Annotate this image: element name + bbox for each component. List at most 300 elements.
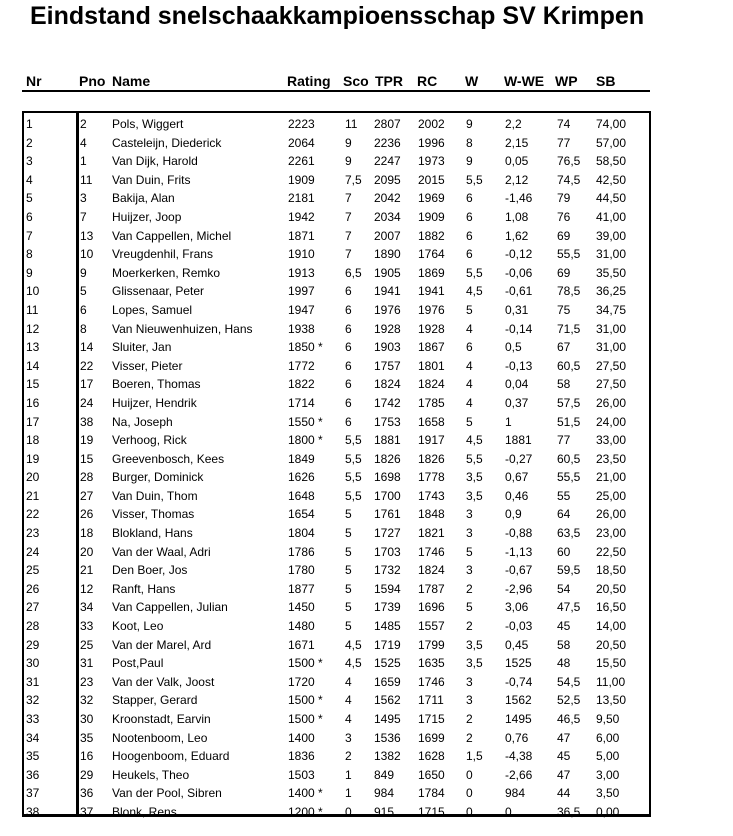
cell-sb: 22,50 xyxy=(596,544,627,559)
cell-pno: 19 xyxy=(80,433,94,448)
cell-wwe: -0,14 xyxy=(505,321,533,336)
cell-rating: 1648 xyxy=(288,488,315,503)
cell-name: Huijzer, Hendrik xyxy=(112,395,197,410)
cell-w: 0 xyxy=(466,767,473,782)
cell-sb: 26,00 xyxy=(596,507,627,522)
cell-nr: 34 xyxy=(26,730,40,745)
cell-w: 5 xyxy=(466,302,473,317)
cell-sb: 42,50 xyxy=(596,172,627,187)
cell-nr: 11 xyxy=(26,302,39,317)
table-row xyxy=(24,152,649,171)
cell-rc: 1928 xyxy=(418,321,445,336)
table-row xyxy=(24,227,649,246)
cell-rc: 1746 xyxy=(418,544,445,559)
cell-pno: 13 xyxy=(80,228,94,243)
cell-name: Den Boer, Jos xyxy=(112,563,188,578)
cell-sco: 7 xyxy=(345,247,352,262)
cell-w: 4 xyxy=(466,395,473,410)
cell-w: 1,5 xyxy=(466,749,483,764)
cell-sco: 6 xyxy=(345,377,352,392)
cell-sco: 6 xyxy=(345,414,352,429)
cell-tpr: 1536 xyxy=(374,730,401,745)
cell-wp: 36,5 xyxy=(557,804,581,819)
cell-name: Moerkerken, Remko xyxy=(112,265,221,280)
cell-w: 6 xyxy=(466,209,473,224)
cell-w: 5 xyxy=(466,414,473,429)
table-row xyxy=(24,691,649,710)
cell-sco: 3 xyxy=(345,730,352,745)
cell-tpr: 2095 xyxy=(374,172,401,187)
cell-w: 5 xyxy=(466,544,473,559)
table-row xyxy=(24,264,649,283)
cell-wwe: -2,96 xyxy=(505,581,533,596)
cell-wp: 60,5 xyxy=(557,451,581,466)
cell-rc: 1628 xyxy=(418,749,445,764)
cell-rating: 1822 xyxy=(288,377,315,392)
col-header-rc: RC xyxy=(417,73,438,89)
cell-rating: 1480 xyxy=(288,619,315,634)
cell-w: 5 xyxy=(466,600,473,615)
cell-wwe: -0,06 xyxy=(505,265,533,280)
cell-nr: 15 xyxy=(26,377,40,392)
cell-name: Lopes, Samuel xyxy=(112,302,193,317)
cell-nr: 38 xyxy=(26,804,40,819)
cell-rating: 1909 xyxy=(288,172,315,187)
cell-name: Ranft, Hans xyxy=(112,581,176,596)
cell-rc: 1715 xyxy=(418,804,445,819)
cell-rc: 1635 xyxy=(418,656,445,671)
table-body xyxy=(24,115,649,822)
cell-pno: 16 xyxy=(80,749,94,764)
cell-wwe: 1495 xyxy=(505,712,532,726)
cell-sco: 4 xyxy=(345,693,352,708)
cell-sb: 25,00 xyxy=(596,488,627,503)
col-header-wwe: W-WE xyxy=(504,73,545,89)
cell-w: 0 xyxy=(466,804,473,819)
cell-tpr: 1562 xyxy=(374,693,401,708)
cell-rating: 1947 xyxy=(288,302,315,317)
table-row xyxy=(24,710,649,729)
cell-wwe: 984 xyxy=(505,786,526,801)
cell-sb: 74,00 xyxy=(596,117,627,131)
cell-pno: 30 xyxy=(80,712,94,726)
cell-pno: 32 xyxy=(80,693,94,708)
cell-wp: 58 xyxy=(557,637,571,652)
cell-tpr: 1761 xyxy=(374,507,401,522)
cell-wwe: 0,04 xyxy=(505,377,529,392)
cell-nr: 24 xyxy=(26,544,40,559)
cell-pno: 28 xyxy=(80,470,94,485)
cell-wp: 78,5 xyxy=(557,284,581,299)
cell-wwe: -0,13 xyxy=(505,358,533,373)
cell-tpr: 849 xyxy=(374,767,395,782)
cell-wp: 48 xyxy=(557,656,571,671)
cell-name: Van Dijk, Harold xyxy=(112,154,198,169)
cell-rc: 1699 xyxy=(418,730,445,745)
cell-w: 6 xyxy=(466,191,473,206)
cell-w: 3 xyxy=(466,674,473,689)
cell-wwe: -0,03 xyxy=(505,619,533,634)
cell-nr: 13 xyxy=(26,340,40,355)
header-divider xyxy=(22,90,650,92)
cell-name: Casteleijn, Diederick xyxy=(112,135,222,150)
cell-nr: 14 xyxy=(26,358,40,373)
cell-sb: 44,50 xyxy=(596,191,627,206)
table-row xyxy=(24,338,649,357)
cell-name: Boeren, Thomas xyxy=(112,377,201,392)
cell-pno: 10 xyxy=(80,247,94,262)
cell-rating: 1654 xyxy=(288,507,315,522)
cell-wwe: -0,27 xyxy=(505,451,533,466)
table-row xyxy=(24,394,649,413)
cell-sb: 39,00 xyxy=(596,228,627,243)
cell-pno: 22 xyxy=(80,358,94,373)
cell-sco: 4,5 xyxy=(345,637,362,652)
cell-w: 6 xyxy=(466,247,473,262)
cell-w: 3,5 xyxy=(466,656,483,671)
cell-wwe: 0,46 xyxy=(505,488,529,503)
cell-sb: 31,00 xyxy=(596,247,627,262)
cell-pno: 14 xyxy=(80,340,94,355)
cell-w: 3 xyxy=(466,563,473,578)
cell-wwe: 1 xyxy=(505,414,512,429)
cell-nr: 20 xyxy=(26,470,40,485)
cell-wwe: -4,38 xyxy=(505,749,533,764)
cell-rc: 1746 xyxy=(418,674,445,689)
cell-tpr: 1732 xyxy=(374,563,401,578)
cell-wp: 69 xyxy=(557,228,571,243)
cell-rc: 1826 xyxy=(418,451,445,466)
cell-tpr: 1525 xyxy=(374,656,401,671)
cell-name: Greevenbosch, Kees xyxy=(112,451,225,466)
cell-rc: 1650 xyxy=(418,767,445,782)
table-header xyxy=(22,73,650,89)
cell-name: Van der Marel, Ard xyxy=(112,637,212,652)
table-row xyxy=(24,301,649,320)
cell-nr: 1 xyxy=(26,117,33,131)
cell-rating: 1626 xyxy=(288,470,315,485)
cell-w: 3,5 xyxy=(466,470,483,485)
cell-pno: 23 xyxy=(80,674,94,689)
cell-pno: 11 xyxy=(80,172,93,187)
cell-pno: 8 xyxy=(80,321,87,336)
cell-pno: 36 xyxy=(80,786,94,801)
cell-tpr: 1881 xyxy=(374,433,401,448)
cell-rc: 1801 xyxy=(418,358,445,373)
cell-rating: 1849 xyxy=(288,451,315,466)
cell-tpr: 2042 xyxy=(374,191,401,206)
cell-rc: 1658 xyxy=(418,414,445,429)
cell-wp: 47,5 xyxy=(557,600,581,615)
table-row xyxy=(24,729,649,748)
cell-w: 3 xyxy=(466,526,473,541)
cell-name: Van Duin, Thom xyxy=(112,488,198,503)
cell-rating: 1942 xyxy=(288,209,315,224)
cell-wwe: 0,76 xyxy=(505,730,529,745)
cell-wwe: 0,9 xyxy=(505,507,522,522)
cell-tpr: 2236 xyxy=(374,135,401,150)
cell-sco: 0 xyxy=(345,804,352,819)
cell-pno: 27 xyxy=(80,488,94,503)
cell-pno: 26 xyxy=(80,507,94,522)
cell-nr: 5 xyxy=(26,191,33,206)
cell-rc: 1848 xyxy=(418,507,445,522)
cell-rc: 1696 xyxy=(418,600,445,615)
col-header-sco: Sco xyxy=(343,73,369,89)
cell-rating: 1720 xyxy=(288,674,315,689)
cell-pno: 18 xyxy=(80,526,94,541)
cell-nr: 18 xyxy=(26,433,40,448)
cell-wwe: -0,74 xyxy=(505,674,533,689)
cell-sb: 14,00 xyxy=(596,619,627,634)
table-row xyxy=(24,320,649,339)
table-row xyxy=(24,487,649,506)
cell-wp: 44 xyxy=(557,786,571,801)
cell-sb: 58,50 xyxy=(596,154,627,169)
cell-sb: 3,00 xyxy=(596,767,620,782)
cell-sco: 5 xyxy=(345,526,352,541)
col-header-nr: Nr xyxy=(26,73,42,89)
table-row xyxy=(24,171,649,190)
cell-wwe: 0,31 xyxy=(505,302,529,317)
cell-rc: 1824 xyxy=(418,377,445,392)
cell-wp: 67 xyxy=(557,340,571,355)
cell-tpr: 1826 xyxy=(374,451,401,466)
cell-pno: 38 xyxy=(80,414,94,429)
cell-wp: 54 xyxy=(557,581,571,596)
cell-pno: 15 xyxy=(80,451,94,466)
cell-tpr: 1976 xyxy=(374,302,401,317)
cell-sb: 33,00 xyxy=(596,433,627,448)
cell-wp: 59,5 xyxy=(557,563,581,578)
cell-w: 5,5 xyxy=(466,172,483,187)
cell-w: 4,5 xyxy=(466,284,483,299)
cell-w: 9 xyxy=(466,154,473,169)
table-row xyxy=(24,413,649,432)
cell-sco: 5 xyxy=(345,544,352,559)
cell-sb: 21,00 xyxy=(596,470,627,485)
cell-name: Van Cappellen, Michel xyxy=(112,228,232,243)
cell-rating: 2261 xyxy=(288,154,315,169)
cell-w: 6 xyxy=(466,340,473,355)
cell-wwe: -1,13 xyxy=(505,544,533,559)
cell-rating: 1780 xyxy=(288,563,315,578)
cell-wp: 47 xyxy=(557,730,571,745)
table-row xyxy=(24,468,649,487)
cell-pno: 1 xyxy=(80,154,87,169)
col-header-wp: WP xyxy=(555,73,578,89)
col-header-rating: Rating xyxy=(287,73,331,89)
table-row xyxy=(24,673,649,692)
cell-sco: 7,5 xyxy=(345,172,362,187)
cell-wwe: -2,66 xyxy=(505,767,533,782)
cell-sb: 24,00 xyxy=(596,414,627,429)
table-row xyxy=(24,505,649,524)
cell-tpr: 1659 xyxy=(374,674,401,689)
cell-nr: 4 xyxy=(26,172,33,187)
cell-rating: 2223 xyxy=(288,117,315,131)
cell-wp: 74 xyxy=(557,117,571,131)
cell-tpr: 915 xyxy=(374,804,395,819)
table-row xyxy=(24,654,649,673)
cell-pno: 29 xyxy=(80,767,94,782)
cell-w: 0 xyxy=(466,786,473,801)
cell-wp: 75 xyxy=(557,302,571,317)
cell-nr: 27 xyxy=(26,600,40,615)
cell-wp: 63,5 xyxy=(557,526,581,541)
cell-sb: 41,00 xyxy=(596,209,627,224)
cell-nr: 26 xyxy=(26,581,40,596)
cell-sco: 6 xyxy=(345,340,352,355)
cell-rc: 1711 xyxy=(418,693,444,708)
cell-w: 3,5 xyxy=(466,637,483,652)
cell-sco: 5,5 xyxy=(345,488,362,503)
table-row xyxy=(24,189,649,208)
cell-sco: 6 xyxy=(345,302,352,317)
cell-sco: 9 xyxy=(345,154,352,169)
cell-name: Burger, Dominick xyxy=(112,470,204,485)
cell-wp: 76,5 xyxy=(557,154,581,169)
cell-pno: 17 xyxy=(80,377,94,392)
page-title: Eindstand snelschaakkampioensschap SV Krimpen xyxy=(30,2,645,30)
cell-sco: 5,5 xyxy=(345,433,362,448)
cell-nr: 2 xyxy=(26,135,33,150)
cell-wwe: 0,67 xyxy=(505,470,529,485)
cell-rc: 1799 xyxy=(418,637,445,652)
table-row xyxy=(24,524,649,543)
cell-tpr: 1703 xyxy=(374,544,401,559)
cell-wp: 60 xyxy=(557,544,571,559)
cell-name: Sluiter, Jan xyxy=(112,340,172,355)
cell-nr: 23 xyxy=(26,526,40,541)
cell-sco: 5,5 xyxy=(345,470,362,485)
cell-rc: 1743 xyxy=(418,488,445,503)
cell-rating: 1800 * xyxy=(288,433,323,448)
cell-tpr: 1753 xyxy=(374,414,401,429)
cell-w: 6 xyxy=(466,228,473,243)
cell-name: Glissenaar, Peter xyxy=(112,284,205,299)
cell-nr: 33 xyxy=(26,712,40,726)
cell-sb: 26,00 xyxy=(596,395,627,410)
cell-sco: 9 xyxy=(345,135,352,150)
cell-wwe: 1,08 xyxy=(505,209,529,224)
cell-nr: 21 xyxy=(26,488,40,503)
cell-wp: 55 xyxy=(557,488,571,503)
cell-nr: 36 xyxy=(26,767,40,782)
table-row xyxy=(24,208,649,227)
col-header-name: Name xyxy=(112,73,151,89)
cell-wwe: 2,15 xyxy=(505,135,529,150)
col-header-tpr: TPR xyxy=(375,73,403,89)
cell-rating: 1938 xyxy=(288,321,315,336)
cell-name: Hoogenboom, Eduard xyxy=(112,749,230,764)
table-row xyxy=(24,450,649,469)
cell-nr: 10 xyxy=(26,284,40,299)
cell-tpr: 1495 xyxy=(374,712,401,726)
col-header-pno: Pno xyxy=(79,73,106,89)
cell-rc: 1557 xyxy=(418,619,445,634)
cell-name: Van der Valk, Joost xyxy=(112,674,215,689)
cell-rating: 1500 * xyxy=(288,693,323,708)
cell-name: Van Cappellen, Julian xyxy=(112,600,228,615)
cell-pno: 2 xyxy=(80,117,87,131)
cell-wp: 55,5 xyxy=(557,470,581,485)
cell-rating: 1550 * xyxy=(288,414,323,429)
cell-sco: 2 xyxy=(345,749,352,764)
cell-rc: 1778 xyxy=(418,470,445,485)
cell-name: Koot, Leo xyxy=(112,619,164,634)
cell-pno: 37 xyxy=(80,804,94,819)
cell-name: Verhoog, Rick xyxy=(112,433,187,448)
cell-sb: 57,00 xyxy=(596,135,627,150)
cell-sb: 3,50 xyxy=(596,786,620,801)
cell-rc: 2015 xyxy=(418,172,445,187)
cell-rating: 1850 * xyxy=(288,340,323,355)
cell-tpr: 1742 xyxy=(374,395,401,410)
table-row xyxy=(24,636,649,655)
cell-rating: 1450 xyxy=(288,600,315,615)
cell-wwe: 1562 xyxy=(505,693,532,708)
cell-tpr: 1727 xyxy=(374,526,401,541)
cell-wwe: 2,12 xyxy=(505,172,529,187)
table-row xyxy=(24,282,649,301)
cell-rc: 1969 xyxy=(418,191,445,206)
cell-sb: 20,50 xyxy=(596,581,627,596)
cell-name: Nootenboom, Leo xyxy=(112,730,208,745)
cell-wwe: 0,37 xyxy=(505,395,529,410)
cell-sb: 20,50 xyxy=(596,637,627,652)
cell-nr: 35 xyxy=(26,749,40,764)
cell-pno: 31 xyxy=(80,656,94,671)
cell-w: 3 xyxy=(466,693,473,708)
cell-sb: 27,50 xyxy=(596,377,627,392)
cell-wwe: 2,2 xyxy=(505,117,522,131)
cell-sco: 6,5 xyxy=(345,265,362,280)
cell-wp: 69 xyxy=(557,265,571,280)
cell-pno: 6 xyxy=(80,302,87,317)
cell-w: 2 xyxy=(466,619,473,634)
cell-name: Post,Paul xyxy=(112,656,164,671)
cell-w: 8 xyxy=(466,135,473,150)
cell-pno: 5 xyxy=(80,284,87,299)
cell-sb: 15,50 xyxy=(596,656,627,671)
cell-rating: 2064 xyxy=(288,135,315,150)
cell-w: 2 xyxy=(466,581,473,596)
cell-name: Stapper, Gerard xyxy=(112,693,198,708)
cell-wwe: 0,45 xyxy=(505,637,529,652)
cell-sb: 9,50 xyxy=(596,712,620,726)
cell-sb: 23,00 xyxy=(596,526,627,541)
cell-sco: 5 xyxy=(345,600,352,615)
cell-w: 3 xyxy=(466,507,473,522)
cell-nr: 30 xyxy=(26,656,40,671)
cell-tpr: 1739 xyxy=(374,600,401,615)
cell-wp: 58 xyxy=(557,377,571,392)
table-row xyxy=(24,543,649,562)
cell-wwe: -1,46 xyxy=(505,191,533,206)
cell-name: Visser, Thomas xyxy=(112,507,195,522)
cell-sb: 0,00 xyxy=(596,804,620,819)
cell-name: Heukels, Theo xyxy=(112,767,190,782)
cell-rating: 1714 xyxy=(288,395,315,410)
cell-sco: 1 xyxy=(345,786,352,801)
cell-pno: 3 xyxy=(80,191,87,206)
cell-tpr: 1485 xyxy=(374,619,401,634)
cell-rc: 1996 xyxy=(418,135,445,150)
cell-rating: 1913 xyxy=(288,265,315,280)
table-row xyxy=(24,803,649,822)
cell-sb: 35,50 xyxy=(596,265,627,280)
